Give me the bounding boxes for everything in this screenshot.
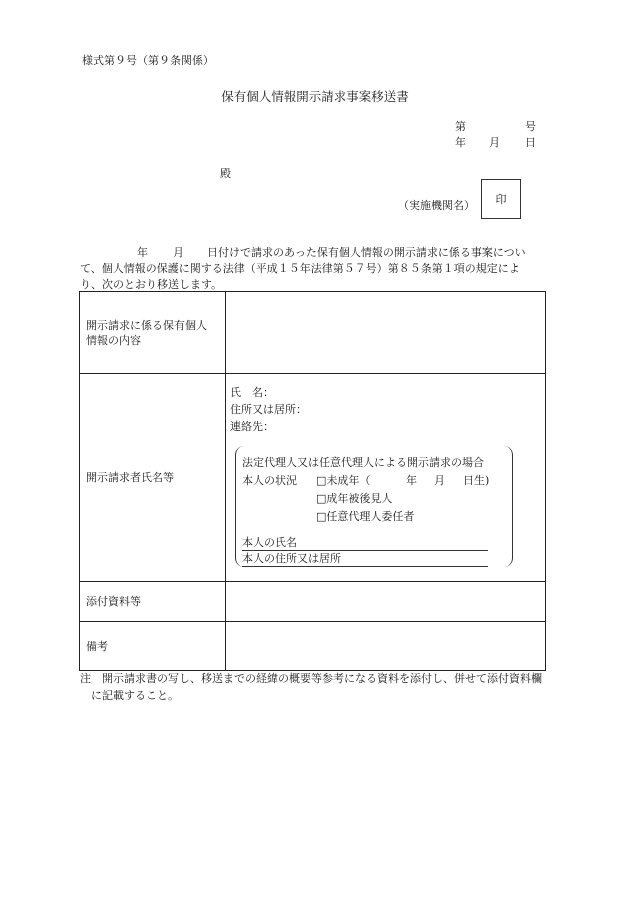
number-suffix: 号 <box>525 120 536 133</box>
date-year: 年 <box>455 136 466 149</box>
remarks-label: 備考 <box>80 622 226 671</box>
minor-day: 日生) <box>463 474 490 487</box>
body-year: 年 <box>137 246 148 259</box>
form-number: 様式第９号（第９条関係） <box>82 54 214 67</box>
addressee-suffix: 殿 <box>220 167 231 180</box>
number-prefix: 第 <box>455 120 466 133</box>
attachments-field[interactable] <box>226 582 546 622</box>
requester-field[interactable] <box>226 374 546 582</box>
ward-option[interactable]: □成年被後見人 <box>316 492 393 505</box>
seal-box <box>481 179 521 219</box>
address-label: 住所又は居所： <box>230 403 307 416</box>
body-line-1 <box>80 245 550 261</box>
principal-name-field[interactable] <box>242 534 488 551</box>
minor-year: 年 <box>406 474 417 487</box>
delegate-option[interactable]: □任意代理人委任者 <box>316 510 415 523</box>
table-row <box>80 622 546 671</box>
minor-month: 月 <box>434 474 445 487</box>
requester-label: 開示請求者氏名等 <box>80 374 226 582</box>
minor-option[interactable]: □未成年（ <box>316 474 371 487</box>
principal-name-label: 本人の氏名 <box>242 536 297 549</box>
content-field[interactable] <box>226 292 546 374</box>
table-row <box>80 582 546 622</box>
table-row <box>80 292 546 374</box>
proxy-header: 法定代理人又は任意代理人による開示請求の場合 <box>242 456 484 469</box>
body-month: 月 <box>173 246 184 259</box>
table-row <box>80 374 546 582</box>
name-label: 氏 名： <box>230 386 274 399</box>
attachments-label: 添付資料等 <box>80 582 226 622</box>
status-label: 本人の状況 <box>242 474 297 487</box>
footnote-line-2: に記載すること。 <box>80 689 179 702</box>
seal-label: 印 <box>495 193 507 206</box>
date-day: 日 <box>525 136 536 149</box>
body-line1-rest: 日付けで請求のあった保有個人情報の開示請求に係る事案につい <box>207 246 526 259</box>
body-line-2: て、個人情報の保護に関する法律（平成１５年法律第５７号）第８５条第１項の規定によ <box>80 262 520 275</box>
principal-address-field[interactable] <box>242 550 488 567</box>
contact-label: 連絡先： <box>230 420 274 433</box>
agency-label: （実施機関名） <box>398 199 475 212</box>
body-paragraph <box>80 245 550 293</box>
remarks-field[interactable] <box>226 622 546 671</box>
document-title: 保有個人情報開示請求事案移送書 <box>221 89 409 104</box>
body-line-3: り、次のとおり移送します。 <box>80 278 223 291</box>
transfer-form-table <box>79 291 546 671</box>
date-month: 月 <box>489 136 500 149</box>
footnote-line-1: 注 開示請求書の写し、移送までの経緯の概要等参考になる資料を添付し、併せて添付資料欄 <box>80 672 542 685</box>
footnote <box>80 670 542 704</box>
principal-address-label: 本人の住所又は居所 <box>242 552 341 565</box>
content-label: 開示請求に係る保有個人情報の内容 <box>80 292 226 374</box>
